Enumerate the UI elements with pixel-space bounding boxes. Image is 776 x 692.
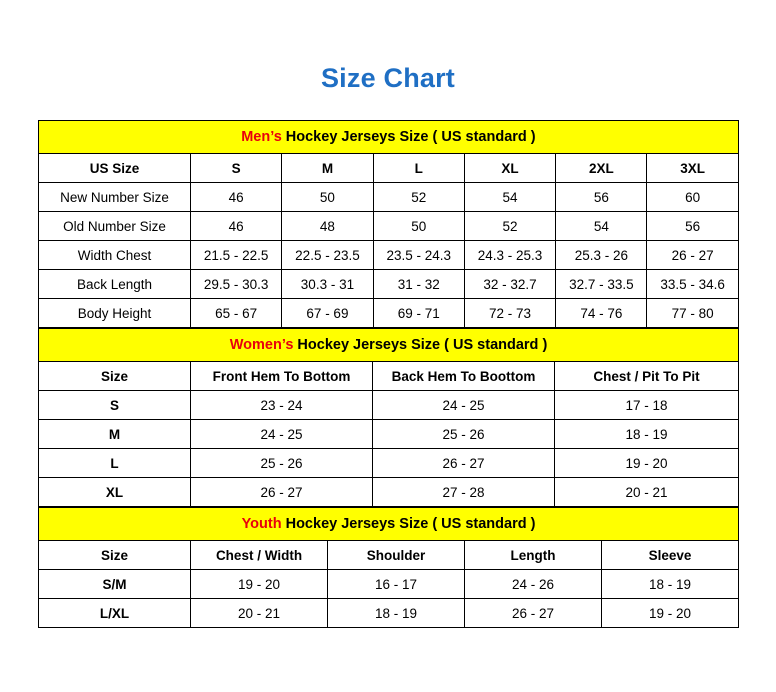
womens-row-3-label: XL bbox=[39, 478, 191, 507]
mens-row-2-cell-4: 25.3 - 26 bbox=[556, 241, 647, 270]
mens-row-4-cell-0: 65 - 67 bbox=[191, 299, 282, 328]
table-row bbox=[39, 449, 739, 478]
womens-row-0-label: S bbox=[39, 391, 191, 420]
mens-row-4-cell-1: 67 - 69 bbox=[282, 299, 373, 328]
mens-row-0-cell-3: 54 bbox=[464, 183, 555, 212]
mens-row-0-label: New Number Size bbox=[39, 183, 191, 212]
youth-row-1-cell-0: 20 - 21 bbox=[191, 599, 328, 628]
table-row bbox=[39, 183, 739, 212]
youth-band-highlight: Youth bbox=[241, 516, 282, 532]
youth-row-1-cell-3: 19 - 20 bbox=[602, 599, 739, 628]
size-tables bbox=[38, 120, 738, 628]
mens-row-1-cell-4: 54 bbox=[556, 212, 647, 241]
womens-header-cell-3: Chest / Pit To Pit bbox=[555, 362, 739, 391]
mens-row-0-cell-0: 46 bbox=[191, 183, 282, 212]
womens-band bbox=[39, 329, 739, 362]
mens-row-4-cell-4: 74 - 76 bbox=[556, 299, 647, 328]
table-row bbox=[39, 570, 739, 599]
youth-header-cell-1: Chest / Width bbox=[191, 541, 328, 570]
mens-row-1-label: Old Number Size bbox=[39, 212, 191, 241]
youth-row-0-cell-3: 18 - 19 bbox=[602, 570, 739, 599]
youth-header-cell-2: Shoulder bbox=[328, 541, 465, 570]
mens-header-cell-1: S bbox=[191, 154, 282, 183]
mens-band bbox=[39, 121, 739, 154]
womens-row-1-cell-0: 24 - 25 bbox=[191, 420, 373, 449]
table-row bbox=[39, 212, 739, 241]
mens-row-4-cell-3: 72 - 73 bbox=[464, 299, 555, 328]
mens-row-2-label: Width Chest bbox=[39, 241, 191, 270]
youth-row-0-cell-2: 24 - 26 bbox=[465, 570, 602, 599]
mens-row-0-cell-4: 56 bbox=[556, 183, 647, 212]
womens-row-3-cell-0: 26 - 27 bbox=[191, 478, 373, 507]
womens-row-1-cell-1: 25 - 26 bbox=[373, 420, 555, 449]
table-band-row bbox=[39, 329, 739, 362]
mens-row-4-label: Body Height bbox=[39, 299, 191, 328]
table-row bbox=[39, 599, 739, 628]
womens-header-cell-1: Front Hem To Bottom bbox=[191, 362, 373, 391]
womens-band-highlight: Women’s bbox=[229, 337, 294, 353]
table-header-row bbox=[39, 541, 739, 570]
mens-row-2-cell-5: 26 - 27 bbox=[647, 241, 738, 270]
womens-row-3-cell-1: 27 - 28 bbox=[373, 478, 555, 507]
youth-row-0-label: S/M bbox=[39, 570, 191, 599]
mens-row-1-cell-5: 56 bbox=[647, 212, 738, 241]
womens-band-rest: Hockey Jerseys Size ( US standard ) bbox=[293, 337, 548, 353]
table-header-row bbox=[39, 362, 739, 391]
youth-row-0-cell-1: 16 - 17 bbox=[328, 570, 465, 599]
womens-row-0-cell-0: 23 - 24 bbox=[191, 391, 373, 420]
mens-row-3-cell-0: 29.5 - 30.3 bbox=[191, 270, 282, 299]
mens-row-2-cell-2: 23.5 - 24.3 bbox=[373, 241, 464, 270]
womens-row-0-cell-2: 17 - 18 bbox=[555, 391, 739, 420]
mens-row-0-cell-5: 60 bbox=[647, 183, 738, 212]
table-row bbox=[39, 270, 739, 299]
womens-row-3-cell-2: 20 - 21 bbox=[555, 478, 739, 507]
table-row bbox=[39, 241, 739, 270]
womens-header-cell-2: Back Hem To Boottom bbox=[373, 362, 555, 391]
youth-row-0-cell-0: 19 - 20 bbox=[191, 570, 328, 599]
mens-row-4-cell-2: 69 - 71 bbox=[373, 299, 464, 328]
table-row bbox=[39, 299, 739, 328]
womens-header-cell-0: Size bbox=[39, 362, 191, 391]
youth-row-1-label: L/XL bbox=[39, 599, 191, 628]
womens-row-2-cell-0: 25 - 26 bbox=[191, 449, 373, 478]
mens-row-3-label: Back Length bbox=[39, 270, 191, 299]
womens-row-1-label: M bbox=[39, 420, 191, 449]
mens-band-rest: Hockey Jerseys Size ( US standard ) bbox=[281, 129, 536, 145]
mens-header-cell-0: US Size bbox=[39, 154, 191, 183]
womens-row-2-cell-2: 19 - 20 bbox=[555, 449, 739, 478]
mens-row-1-cell-1: 48 bbox=[282, 212, 373, 241]
mens-row-2-cell-1: 22.5 - 23.5 bbox=[282, 241, 373, 270]
table-row bbox=[39, 478, 739, 507]
mens-row-4-cell-5: 77 - 80 bbox=[647, 299, 738, 328]
mens-row-0-cell-2: 52 bbox=[373, 183, 464, 212]
mens-header-cell-2: M bbox=[282, 154, 373, 183]
youth-row-1-cell-1: 18 - 19 bbox=[328, 599, 465, 628]
youth-size-table bbox=[38, 507, 739, 628]
youth-row-1-cell-2: 26 - 27 bbox=[465, 599, 602, 628]
womens-row-2-label: L bbox=[39, 449, 191, 478]
table-row bbox=[39, 391, 739, 420]
table-band-row bbox=[39, 508, 739, 541]
mens-row-3-cell-4: 32.7 - 33.5 bbox=[556, 270, 647, 299]
youth-header-cell-3: Length bbox=[465, 541, 602, 570]
womens-size-table bbox=[38, 328, 739, 507]
mens-row-1-cell-3: 52 bbox=[464, 212, 555, 241]
mens-header-cell-5: 2XL bbox=[556, 154, 647, 183]
youth-header-cell-0: Size bbox=[39, 541, 191, 570]
youth-header-cell-4: Sleeve bbox=[602, 541, 739, 570]
table-band-row bbox=[39, 121, 739, 154]
youth-band bbox=[39, 508, 739, 541]
mens-row-1-cell-0: 46 bbox=[191, 212, 282, 241]
womens-row-1-cell-2: 18 - 19 bbox=[555, 420, 739, 449]
mens-header-cell-6: 3XL bbox=[647, 154, 738, 183]
mens-row-0-cell-1: 50 bbox=[282, 183, 373, 212]
mens-header-cell-3: L bbox=[373, 154, 464, 183]
mens-band-highlight: Men’s bbox=[241, 129, 282, 145]
mens-row-3-cell-3: 32 - 32.7 bbox=[464, 270, 555, 299]
mens-row-1-cell-2: 50 bbox=[373, 212, 464, 241]
page-title: Size Chart bbox=[320, 63, 456, 93]
mens-row-3-cell-1: 30.3 - 31 bbox=[282, 270, 373, 299]
table-row bbox=[39, 420, 739, 449]
mens-row-3-cell-5: 33.5 - 34.6 bbox=[647, 270, 738, 299]
mens-row-2-cell-3: 24.3 - 25.3 bbox=[464, 241, 555, 270]
mens-row-3-cell-2: 31 - 32 bbox=[373, 270, 464, 299]
youth-band-rest: Hockey Jerseys Size ( US standard ) bbox=[281, 516, 536, 532]
mens-row-2-cell-0: 21.5 - 22.5 bbox=[191, 241, 282, 270]
womens-row-2-cell-1: 26 - 27 bbox=[373, 449, 555, 478]
womens-row-0-cell-1: 24 - 25 bbox=[373, 391, 555, 420]
mens-size-table bbox=[38, 120, 739, 328]
mens-header-cell-4: XL bbox=[464, 154, 555, 183]
table-header-row bbox=[39, 154, 739, 183]
